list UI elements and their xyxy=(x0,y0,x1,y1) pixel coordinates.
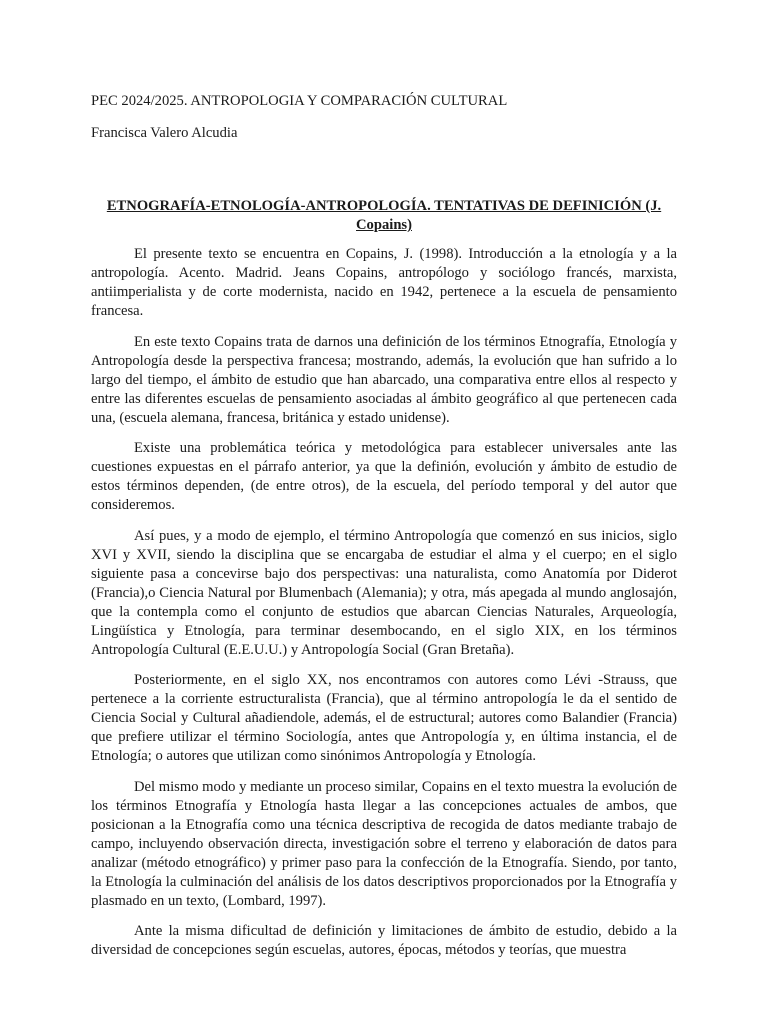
author-name: Francisca Valero Alcudia xyxy=(91,125,238,141)
paragraph: Posteriormente, en el siglo XX, nos encontramos con autores como Lévi -Strauss, que pertenece a la corriente estructuralista (Francia), que al término antropología le da el sentido de Ciencia Social y Cultural añadiendole, además, el de estructural; autores como Balandier (Francia) que prefiere utilizar el término Sociología, antes que Antropología y, en última instancia, el de Etnología; o autores que utilizan como sinónimos Antropología y Etnología. xyxy=(91,672,677,764)
paragraph: Del mismo modo y mediante un proceso similar, Copains en el texto muestra la evolución de los términos Etnografía y Etnología hasta llegar a las concepciones actuales de ambos, que posicionan a la Etnografía como una técnica descriptiva de recogida de datos mediante trabajo de campo, incluyendo observación directa, investigación sobre el terreno y elaboración de datos para analizar (método etnográfico) y primer paso para la confección de la Etnografía. Siendo, por tanto, la Etnología la culminación del análisis de los datos descriptivos proporcionados por la Etnografía y plasmado en un texto, (Lombard, 1997). xyxy=(91,778,677,909)
paragraph: Existe una problemática teórica y metodológica para establecer universales ante las cuestiones expuestas en el párrafo anterior, ya que la definión, evolución y ámbito de estudio de estos términos dependen, (de entre otros), de la escuela, del período temporal y del autor que consideremos. xyxy=(91,440,677,513)
document-body xyxy=(91,245,677,960)
paragraph: El presente texto se encuentra en Copains, J. (1998). Introducción a la etnología y a la antropología. Acento. Madrid. Jeans Copains, antropólogo y sociólogo francés, marxista, antiimperialista y de corte modernista, nacido en 1942, pertenece a la escuela de pensamiento francesa. xyxy=(91,246,677,319)
paragraph: Ante la misma dificultad de definición y limitaciones de ámbito de estudio, debido a la diversidad de concepciones según escuelas, autores, épocas, métodos y teorías, que muestra xyxy=(91,923,677,958)
paragraph: En este texto Copains trata de darnos una definición de los términos Etnografía, Etnología y Antropología desde la perspectiva francesa; mostrando, además, la evolución que han sufrido a lo largo del tiempo, el ámbito de estudio que han abarcado, una comparativa entre ellos al respecto y entre las diferentes escuelas de pensamiento asociadas al ámbito geográfico al que pertenecen cada una, (escuela alemana, francesa, británica y estado unidense). xyxy=(91,333,677,426)
course-heading: PEC 2024/2025. ANTROPOLOGIA Y COMPARACIÓN CULTURAL xyxy=(91,93,508,109)
document-page xyxy=(91,88,677,972)
paragraph: Así pues, y a modo de ejemplo, el término Antropología que comenzó en sus inicios, siglo XVI y XVII, siendo la disciplina que se encargaba de estudiar el alma y el cuerpo; en el siglo siguiente pasa a concevirse bajo dos perspectivas: una naturalista, como Anatomía por Diderot (Francia),o Ciencia Natural por Blumenbach (Alemania); y otra, más apegada al mundo anglosajón, que la contempla como el conjunto de estudios que abarcan Ciencias Naturales, Arqueología, Lingüística y Etnología, para terminar desembocando, en el siglo XIX, en los términos Antropología Cultural (E.E.U.U.) y Antropología Social (Gran Bretaña). xyxy=(91,527,677,658)
document-title: ETNOGRAFÍA-ETNOLOGÍA-ANTROPOLOGÍA. TENTATIVAS DE DEFINICIÓN (J. Copains) xyxy=(106,198,662,233)
